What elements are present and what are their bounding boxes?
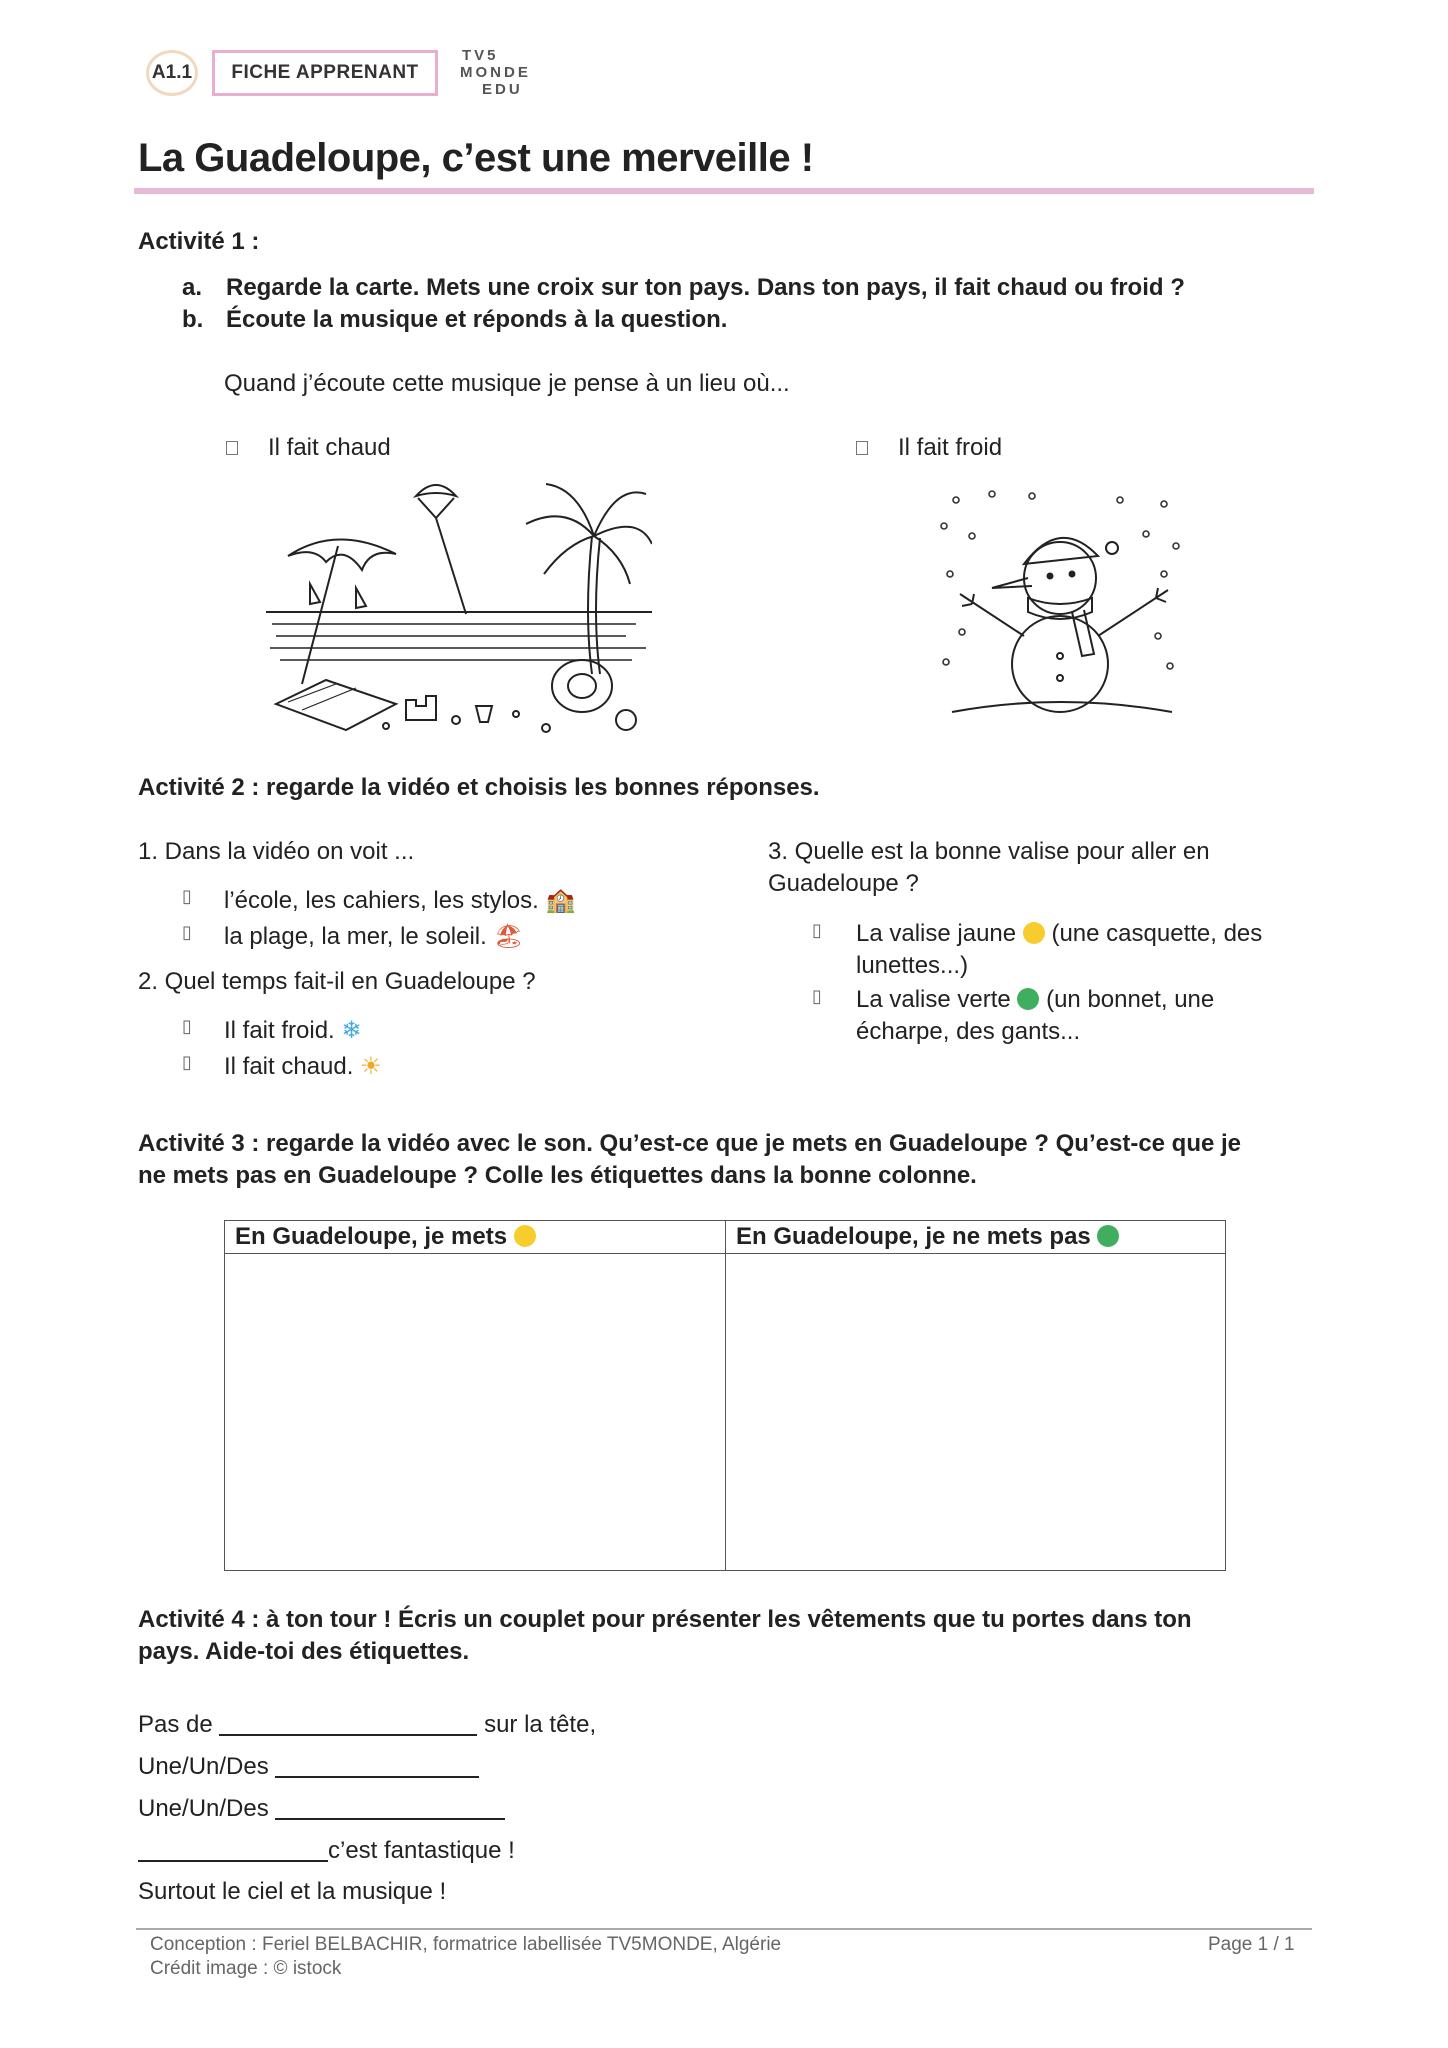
beach-illustration	[266, 474, 652, 740]
couplet-line1: Pas de sur la tête,	[138, 1711, 597, 1738]
couplet-line4: c’est fantastique !	[138, 1836, 515, 1865]
footer-divider	[136, 1928, 1312, 1930]
q2-option1-label: Il fait froid. ❄	[224, 1016, 362, 1044]
yellow-dot-icon	[1023, 922, 1045, 944]
q2-option2-box[interactable]: ▯	[182, 1052, 192, 1073]
activity1-item-a: Regarde la carte. Mets une croix sur ton pays. Dans ton pays, il fait chaud ou froid ?	[226, 274, 1185, 301]
option-hot-label: Il fait chaud	[268, 434, 391, 461]
couplet-line2: Une/Un/Des	[138, 1752, 479, 1781]
q2-option2-label: Il fait chaud. ☀	[224, 1052, 382, 1080]
yellow-dot-icon	[514, 1225, 536, 1247]
couplet-line5: Surtout le ciel et la musique !	[138, 1878, 447, 1905]
q3-option2-box[interactable]: ▯	[812, 986, 822, 1007]
q3-option1-detail: lunettes...)	[856, 952, 969, 979]
q2-question: 2. Quel temps fait-il en Guadeloupe ?	[138, 968, 536, 995]
activity4-heading-line1: Activité 4 : à ton tour ! Écris un couplet pour présenter les vêtements que tu portes dans ton	[138, 1606, 1192, 1633]
green-dot-icon	[1097, 1225, 1119, 1247]
column-header-not-wear: En Guadeloupe, je ne mets pas	[726, 1221, 1226, 1254]
column-wear-dropzone[interactable]	[225, 1254, 726, 1571]
activity2-heading: Activité 2 : regarde la vidéo et choisis les bonnes réponses.	[138, 774, 820, 801]
q3-option1-label: La valise jaune (une casquette, des	[856, 920, 1263, 947]
blank-clothing1-field[interactable]	[275, 1752, 479, 1778]
blank-clothing2-field[interactable]	[275, 1794, 505, 1820]
q2-option1-box[interactable]: ▯	[182, 1016, 192, 1037]
sorting-table	[224, 1220, 1226, 1571]
q3-option2-label: La valise verte (un bonnet, une	[856, 986, 1215, 1013]
beach-umbrella-icon: 🏖	[493, 922, 524, 950]
activity3-heading-line1: Activité 3 : regarde la vidéo avec le son. Qu’est-ce que je mets en Guadeloupe ? Qu’est-ce que je	[138, 1130, 1242, 1157]
option-cold-label: Il fait froid	[898, 434, 1003, 461]
snowman-illustration	[932, 486, 1186, 724]
q3-question-line1: 3. Quelle est la bonne valise pour aller en	[768, 838, 1210, 865]
sheet-type-badge: FICHE APPRENANT	[212, 50, 438, 96]
level-badge: A1.1	[146, 50, 198, 96]
activity1-item-b-marker: b.	[182, 306, 204, 333]
sun-icon: ☀	[360, 1052, 382, 1080]
q1-option2-box[interactable]: ▯	[182, 922, 192, 943]
title-underline	[134, 188, 1314, 194]
couplet-line3: Une/Un/Des	[138, 1794, 505, 1823]
activity1-item-b: Écoute la musique et réponds à la question.	[226, 306, 728, 333]
q1-option1-box[interactable]: ▯	[182, 886, 192, 907]
activity1-heading: Activité 1 :	[138, 228, 260, 255]
blank-hat-field[interactable]	[219, 1710, 477, 1736]
footer-conception: Conception : Feriel BELBACHIR, formatrice labellisée TV5MONDE, Algérie	[150, 1934, 782, 1955]
activity1-prompt: Quand j’écoute cette musique je pense à un lieu où...	[224, 370, 790, 397]
activity1-item-a-marker: a.	[182, 274, 203, 301]
q1-option2-label: la plage, la mer, le soleil. 🏖	[224, 922, 524, 950]
q3-option2-detail: écharpe, des gants...	[856, 1018, 1081, 1045]
snowflake-icon: ❄	[341, 1016, 362, 1044]
q1-question: 1. Dans la vidéo on voit ...	[138, 838, 415, 865]
q3-question-line2: Guadeloupe ?	[768, 870, 919, 897]
blank-clothing3-field[interactable]	[138, 1836, 328, 1862]
activity3-heading-line2: ne mets pas en Guadeloupe ? Colle les étiquettes dans la bonne colonne.	[138, 1162, 977, 1189]
footer-page-number: Page 1 / 1	[1208, 1934, 1295, 1955]
column-not-wear-dropzone[interactable]	[726, 1254, 1226, 1571]
green-dot-icon	[1017, 988, 1039, 1010]
activity4-heading-line2: pays. Aide-toi des étiquettes.	[138, 1638, 470, 1665]
column-header-wear: En Guadeloupe, je mets	[225, 1221, 726, 1254]
footer-credit: Crédit image : © istock	[150, 1958, 342, 1979]
option-cold-checkbox[interactable]	[856, 441, 868, 455]
q3-option1-box[interactable]: ▯	[812, 920, 822, 941]
tv5monde-edu-logo: TV5 MONDE EDU	[460, 47, 531, 98]
page-title: La Guadeloupe, c’est une merveille !	[138, 136, 814, 180]
school-icon: 🏫	[545, 886, 576, 914]
q1-option1-label: l’école, les cahiers, les stylos. 🏫	[224, 886, 576, 914]
option-hot-checkbox[interactable]	[226, 441, 238, 455]
